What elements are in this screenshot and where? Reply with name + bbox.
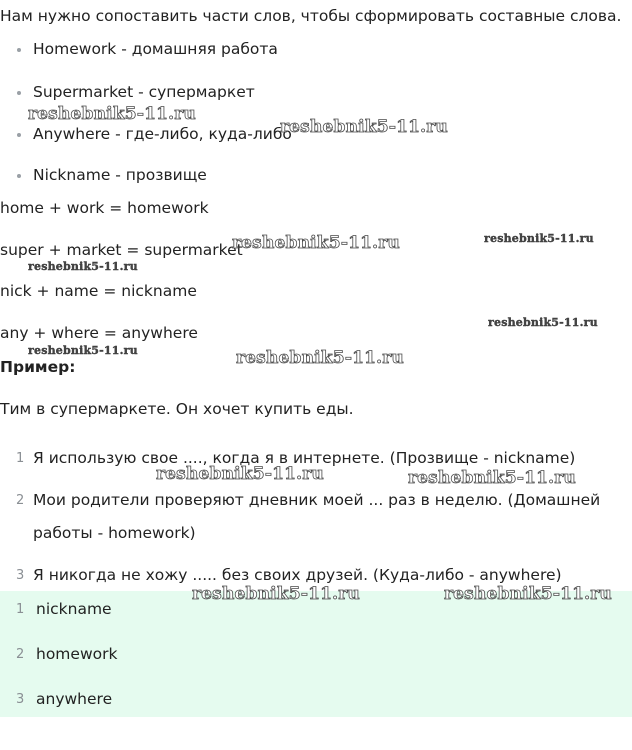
watermark: reshebnik5-11.ru (156, 464, 324, 484)
answer-item: anywhere (36, 690, 113, 708)
list-item: Nickname - прозвище (33, 166, 207, 184)
example-label: Пример: (0, 358, 76, 376)
list-item: Supermarket - супермаркет (33, 83, 255, 101)
watermark: reshebnik5-11.ru (488, 316, 598, 329)
list-item: Я никогда не хожу ..... без своих друзей. (Куда-либо - anywhere) (33, 566, 562, 584)
list-number: 3 (16, 568, 25, 583)
list-number: 1 (16, 451, 25, 466)
list-item-continuation: работы - homework) (33, 524, 196, 542)
list-item: Homework - домашняя работа (33, 40, 278, 58)
bullet-dot-icon (17, 174, 21, 178)
intro-text: Нам нужно сопоставить части слов, чтобы сформировать составные слова. (0, 7, 622, 25)
watermark: reshebnik5-11.ru (236, 348, 404, 368)
list-item: Мои родители проверяют дневник моей ... раз в неделю. (Домашней (33, 491, 601, 509)
answer-number: 1 (16, 602, 25, 617)
equation-line: any + where = anywhere (0, 324, 198, 342)
list-item: Anywhere - где-либо, куда-либо (33, 125, 292, 143)
watermark: reshebnik5-11.ru (280, 117, 448, 137)
bullet-dot-icon (17, 91, 21, 95)
watermark: reshebnik5-11.ru (444, 584, 612, 604)
bullet-dot-icon (17, 48, 21, 52)
list-item: Я использую свое ...., когда я в интернете. (Прозвище - nickname) (33, 449, 576, 467)
answer-item: nickname (36, 600, 112, 618)
watermark: reshebnik5-11.ru (28, 344, 138, 357)
equation-line: home + work = homework (0, 199, 209, 217)
answer-item: homework (36, 645, 118, 663)
bullet-dot-icon (17, 133, 21, 137)
watermark: reshebnik5-11.ru (192, 584, 360, 604)
equation-line: nick + name = nickname (0, 282, 197, 300)
watermark: reshebnik5-11.ru (408, 468, 576, 488)
equation-line: super + market = supermarket (0, 241, 243, 259)
watermark: reshebnik5-11.ru (28, 260, 138, 273)
answer-box (0, 591, 632, 717)
answer-number: 3 (16, 692, 25, 707)
watermark: reshebnik5-11.ru (28, 104, 196, 124)
watermark: reshebnik5-11.ru (232, 233, 400, 253)
watermark: reshebnik5-11.ru (484, 232, 594, 245)
example-text: Тим в супермаркете. Он хочет купить еды. (0, 400, 354, 418)
answer-number: 2 (16, 647, 25, 662)
list-number: 2 (16, 493, 25, 508)
